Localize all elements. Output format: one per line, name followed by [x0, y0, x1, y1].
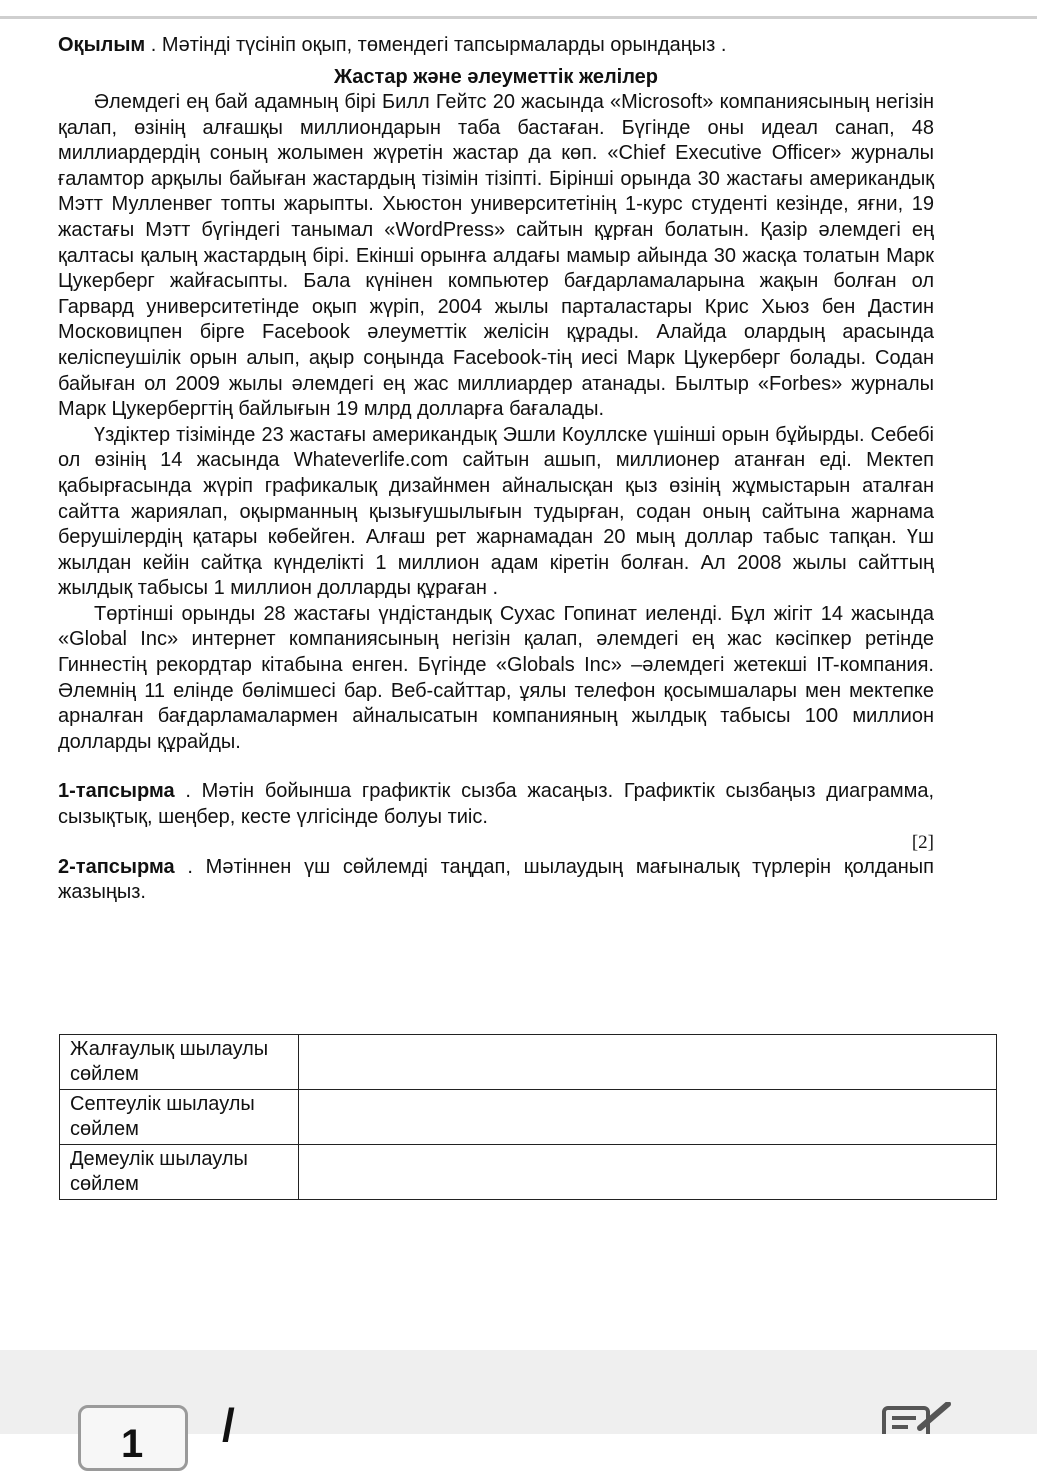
row-label: Демеулік шылаулы сөйлем	[60, 1145, 299, 1200]
table-row	[60, 1145, 997, 1200]
table-row	[60, 1090, 997, 1145]
page-separator: /	[222, 1399, 235, 1451]
top-divider	[0, 16, 1037, 19]
task-2	[58, 855, 934, 906]
task-2-label: 2-тапсырма	[58, 855, 175, 878]
task-2-text: . Мәтіннен үш сөйлемді таңдап, шылаудың мағыналық түрлерін қолданып жазыңыз.	[58, 855, 934, 904]
task-1-mark: [2]	[911, 831, 934, 853]
row-label: Септеулік шылаулы сөйлем	[60, 1090, 299, 1145]
paragraph-2: Үздіктер тізімінде 23 жастағы американдық Эшли Коуллске үшінші орын бұйырды. Себебі ол өзінің 14 жасында Whateverlife.com сайтын ашып, миллионер атанған еді. Мектеп қабырғасында жүріп графикалық дизайнмен айналысқан қыз өзінің жұмыстарын аталған сайтта жариялап, оқырманның қызығушылығын тудырған, содан оның сайтына жарнама берушілердің қатары көбейген. Алғаш рет жарнамадан 20 мың доллар табыс тапқан. Үш жылдан кейін сайтқа күнделікті 1 миллион адам кіретін болған. Ал 2008 жылы сайттың жылдық табысы 1 миллион долларды құраған .	[58, 423, 934, 600]
text-title: Жастар және әлеуметтік желілер	[333, 66, 659, 88]
task-1-label: 1-тапсырма	[58, 780, 175, 803]
paragraph-3: Төртінші орынды 28 жастағы үндістандық Сухас Гопинат иеленді. Бұл жігіт 14 жасында «Global Inc» интернет компаниясының негізін қалап, әлемдегі ең жас кәсіпкер ретінде Гиннестің рекордтар кітабына енген. Бүгінде «Globals Inc» –әлемдегі жетекші IT-компания. Әлемнің 11 елінде бөлімшесі бар. Веб-сайттар, ұялы телефон қосымшалары мен мектепке арналған бағдарламалармен айналысатын компанияның жылдық табысы 100 миллион долларды құрайды.	[58, 602, 934, 753]
edit-note-icon[interactable]	[880, 1402, 954, 1434]
answer-cell[interactable]	[299, 1090, 997, 1145]
task-1	[58, 779, 934, 830]
row-label: Жалғаулық шылаулы сөйлем	[60, 1035, 299, 1090]
worksheet-page	[58, 30, 934, 906]
answer-cell[interactable]	[299, 1145, 997, 1200]
page-number-box[interactable]	[78, 1405, 188, 1471]
instruction-text: . Мәтінді түсініп оқып, төмендегі тапсырмаларды орындаңыз .	[145, 34, 727, 56]
table-row	[60, 1035, 997, 1090]
answer-cell[interactable]	[299, 1035, 997, 1090]
instruction-label: Оқылым	[58, 34, 146, 56]
paragraph-1: Әлемдегі ең бай адамның бірі Билл Гейтс 20 жасында «Microsoft» компаниясының негізін қалап, өзінің алғашқы миллиондарын таба бастаған. Бүгінде оны идеал санап, 48 миллиардердің соның жолымен жүретін жастар да көп. «Chief Executive Officer» журналы ғаламтор арқылы байыған жастардың тізімін тізіпті. Бірінші орында 30 жастағы американдық Мэтт Мулленвег топты жарыпты. Хьюстон университетінің 1-курс студенті кезінде, яғни, 19 жастағы Мэтт бүгіндегі танымал «WordPress» сайтын құрған болатын. Қазір әлемдегі ең қалтасы қалың жастардың бірі. Екінші орынға алдағы мамыр айында 30 жасқа толатын Марк Цукерберг жайғасыпты. Бала күнінен компьютер бағдарламаларына жақын болған ол Гарвард университетінде оқып жүріп, 2004 жылы парталастары Крис Хьюз бен Дастин Московицпен бірге Facebook әлеуметтік желісін құрады. Алайда олардың арасында келіспеушілік орын алып, ақыр соңында Facebook-тің иесі Марк Цукерберг болады. Содан байыған ол 2009 жылы әлемдегі ең жас миллиардер атанады. Былтыр «Forbes» журналы Марк Цукербергтің байлығын 19 млрд долларға бағалады.	[58, 91, 934, 421]
task-1-text: . Мәтін бойынша графиктік сызба жасаңыз. Графиктік сызбаңыз диаграмма, сызықтық, шеңбер, кесте үлгісінде болуы тиіс.	[58, 780, 934, 829]
reading-instruction	[58, 30, 934, 60]
page-number: 1	[121, 1422, 144, 1466]
answer-table	[59, 1034, 997, 1200]
